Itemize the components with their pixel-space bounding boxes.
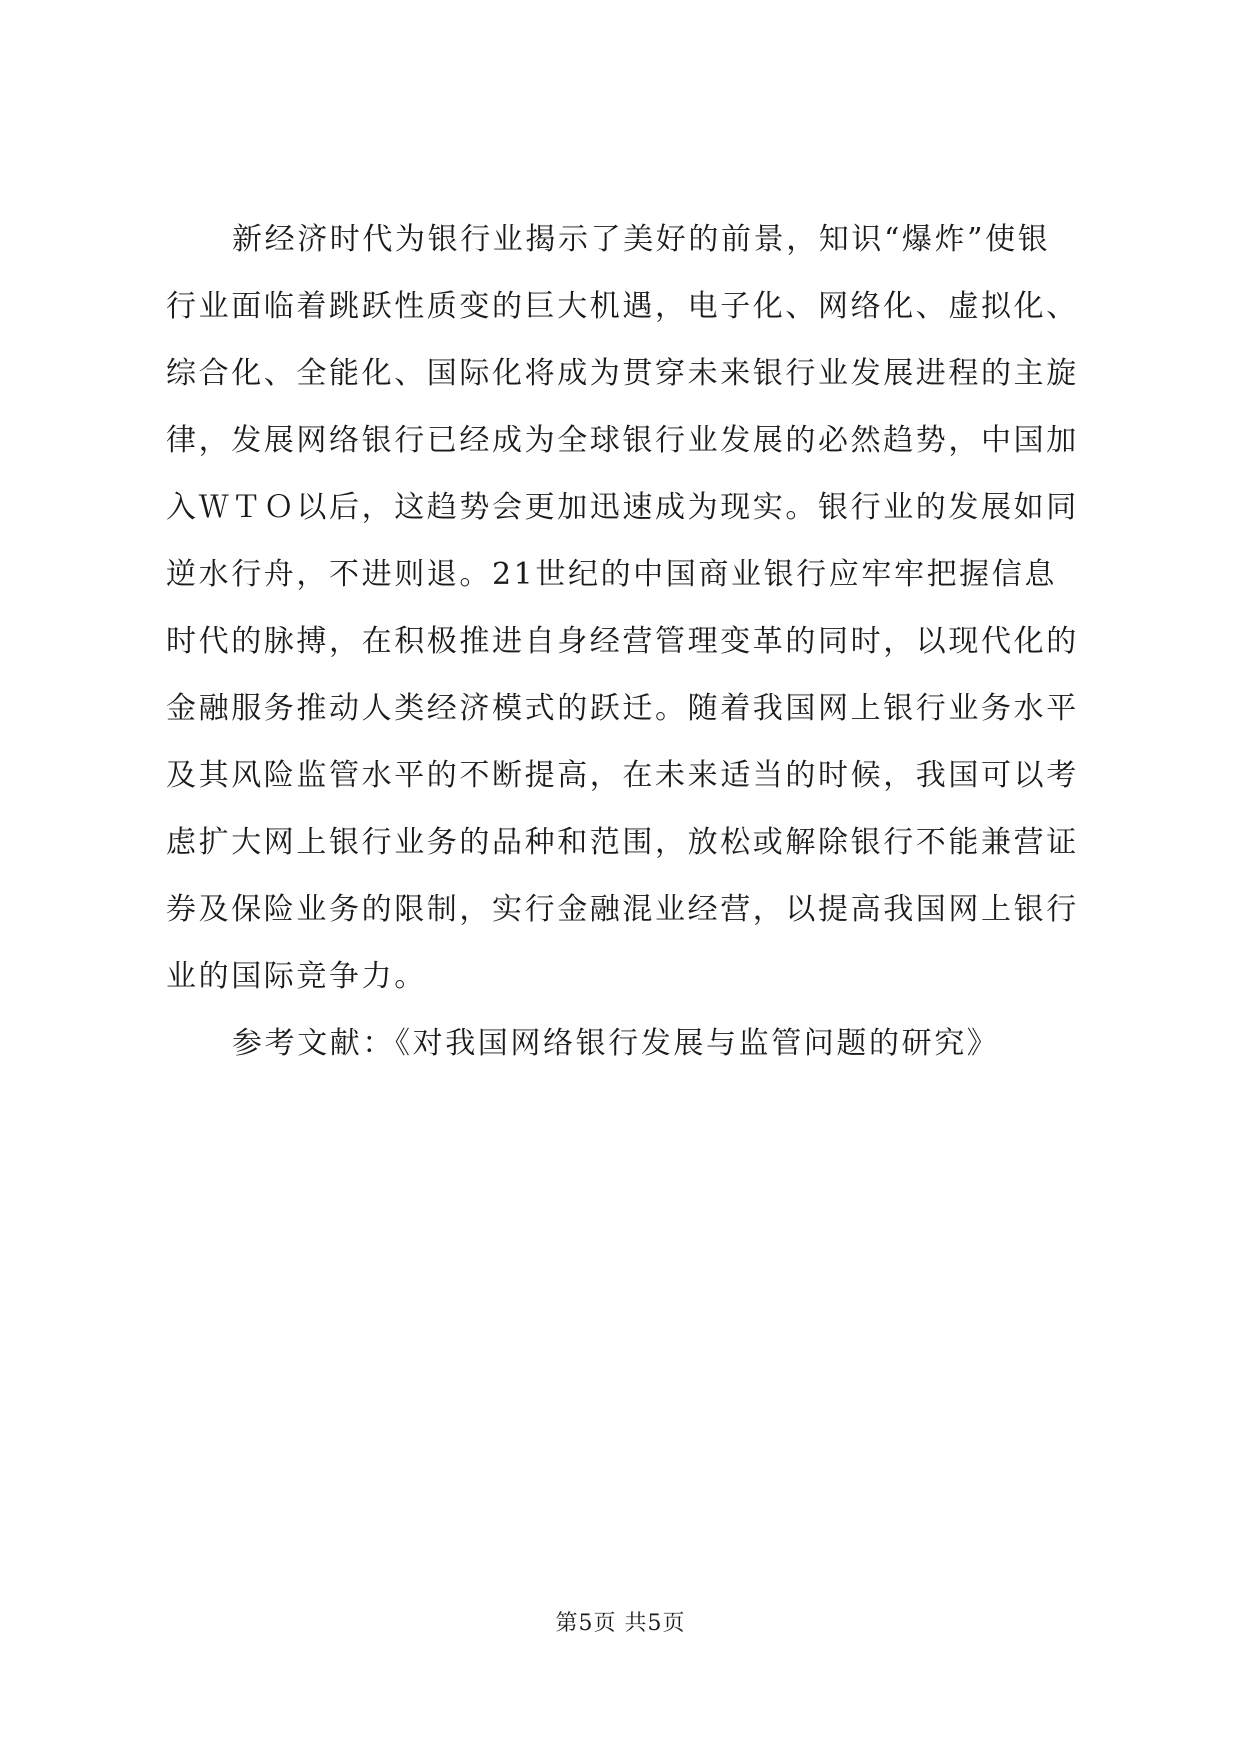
body-text [166,206,1086,1077]
paragraph-line: 逆水行舟，不进则退。21世纪的中国商业银行应牢牢把握信息 [166,557,1057,592]
paragraph-line: 及其风险监管水平的不断提高，在未来适当的时候，我国可以考 [166,758,1079,793]
paragraph-line: 时代的脉搏，在积极推进自身经营管理变革的同时，以现代化的 [166,624,1079,659]
page-footer: 第5页 共5页 [555,1611,686,1636]
paragraph-line: 新经济时代为银行业揭示了美好的前景，知识“爆炸”使银 [232,222,1051,257]
paragraph-line: 业的国际竞争力。 [166,959,427,994]
paragraph-line: 券及保险业务的限制，实行金融混业经营，以提高我国网上银行 [166,892,1079,927]
paragraph-line: 行业面临着跳跃性质变的巨大机遇，电子化、网络化、虚拟化、 [166,289,1079,324]
paragraph-line: 虑扩大网上银行业务的品种和范围，放松或解除银行不能兼营证 [166,825,1079,860]
paragraph-line: 律，发展网络银行已经成为全球银行业发展的必然趋势，中国加 [166,423,1079,458]
paragraph-line: 金融服务推动人类经济模式的跃迁。随着我国网上银行业务水平 [166,691,1079,726]
paragraph-line: 入ＷＴＯ以后，这趋势会更加迅速成为现实。银行业的发展如同 [166,490,1079,525]
paragraph-line: 综合化、全能化、国际化将成为贯穿未来银行业发展进程的主旋 [166,356,1079,391]
reference-line: 参考文献：《对我国网络银行发展与监管问题的研究》 [232,1026,1000,1061]
